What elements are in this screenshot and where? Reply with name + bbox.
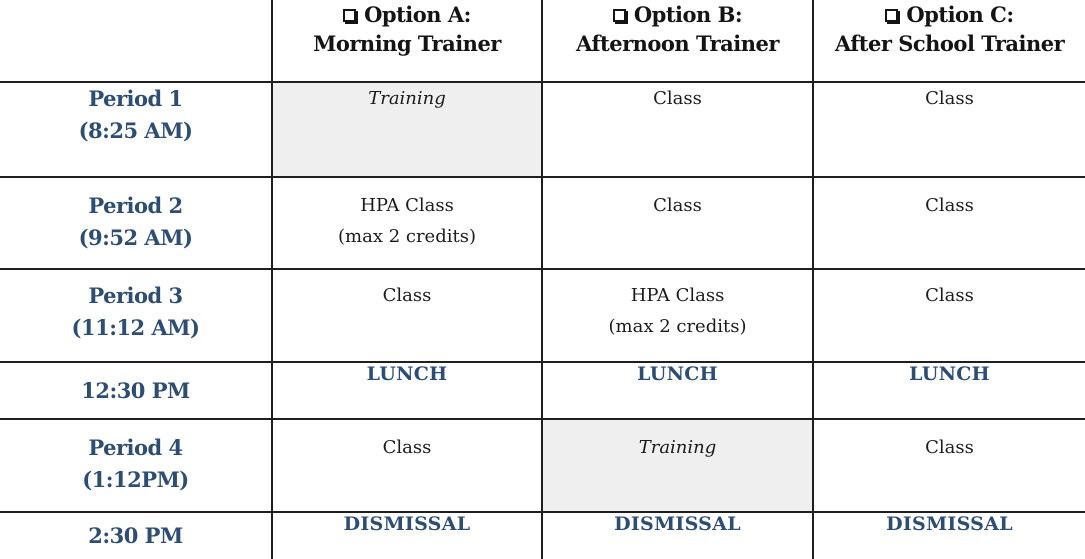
- period-label: Period 2: [88, 193, 183, 218]
- table-row: [0, 512, 1085, 559]
- lunch-cell: LUNCH: [813, 362, 1085, 419]
- cell-line: Class: [925, 285, 974, 306]
- option-c-label: Option C:: [906, 2, 1014, 27]
- time-cell: [0, 177, 272, 269]
- option-a-checkbox[interactable]: [343, 9, 356, 22]
- dismissal-cell: DISMISSAL: [542, 512, 813, 559]
- option-b-name: Afternoon Trainer: [576, 31, 779, 56]
- header-row: [0, 0, 1085, 82]
- time-cell: [0, 419, 272, 512]
- period-time: (8:25 AM): [78, 118, 193, 143]
- option-c-header[interactable]: [813, 0, 1085, 82]
- option-b-cell: [542, 82, 813, 177]
- option-b-cell: [542, 419, 813, 512]
- period-time: (9:52 AM): [78, 225, 193, 250]
- cell-line: HPA Class: [360, 195, 454, 216]
- lunch-cell: LUNCH: [272, 362, 542, 419]
- option-a-name: Morning Trainer: [313, 31, 501, 56]
- lunch-cell: LUNCH: [542, 362, 813, 419]
- option-b-cell: [542, 177, 813, 269]
- table-row: [0, 362, 1085, 419]
- option-c-cell: [813, 82, 1085, 177]
- time-cell: 2:30 PM: [0, 512, 272, 559]
- cell-line: Training: [638, 437, 717, 458]
- cell-line: Class: [653, 88, 702, 109]
- option-c-cell: [813, 269, 1085, 362]
- corner-cell: [0, 0, 272, 82]
- option-a-header[interactable]: [272, 0, 542, 82]
- table-row: [0, 419, 1085, 512]
- cell-line: Class: [653, 195, 702, 216]
- option-a-label: Option A:: [364, 2, 471, 27]
- time-cell: 12:30 PM: [0, 362, 272, 419]
- cell-line: HPA Class: [630, 285, 725, 306]
- time-cell: [0, 82, 272, 177]
- option-a-cell: [272, 419, 542, 512]
- period-label: Period 4: [88, 435, 183, 460]
- option-a-cell: [272, 177, 542, 269]
- option-b-header[interactable]: [542, 0, 813, 82]
- option-c-checkbox[interactable]: [885, 9, 898, 22]
- cell-line: Training: [368, 88, 446, 109]
- option-a-cell: [272, 82, 542, 177]
- time-cell: [0, 269, 272, 362]
- cell-line: Class: [382, 437, 432, 458]
- option-c-cell: [813, 177, 1085, 269]
- period-time: (1:12PM): [82, 467, 189, 492]
- cell-line: Class: [925, 437, 974, 458]
- period-label: Period 1: [88, 86, 183, 111]
- option-a-cell: [272, 269, 542, 362]
- table-row: [0, 177, 1085, 269]
- cell-line: Class: [925, 88, 974, 109]
- table-row: [0, 269, 1085, 362]
- option-b-checkbox[interactable]: [613, 9, 626, 22]
- period-time: (11:12 AM): [71, 315, 200, 340]
- cell-line: Class: [925, 195, 974, 216]
- dismissal-cell: DISMISSAL: [272, 512, 542, 559]
- cell-line: (max 2 credits): [608, 316, 747, 337]
- cell-line: (max 2 credits): [338, 226, 476, 247]
- option-c-cell: [813, 419, 1085, 512]
- table-row: [0, 82, 1085, 177]
- option-b-cell: [542, 269, 813, 362]
- option-b-label: Option B:: [633, 2, 743, 27]
- dismissal-cell: DISMISSAL: [813, 512, 1085, 559]
- period-label: Period 3: [88, 283, 183, 308]
- cell-line: Class: [382, 285, 432, 306]
- option-c-name: After School Trainer: [834, 31, 1065, 56]
